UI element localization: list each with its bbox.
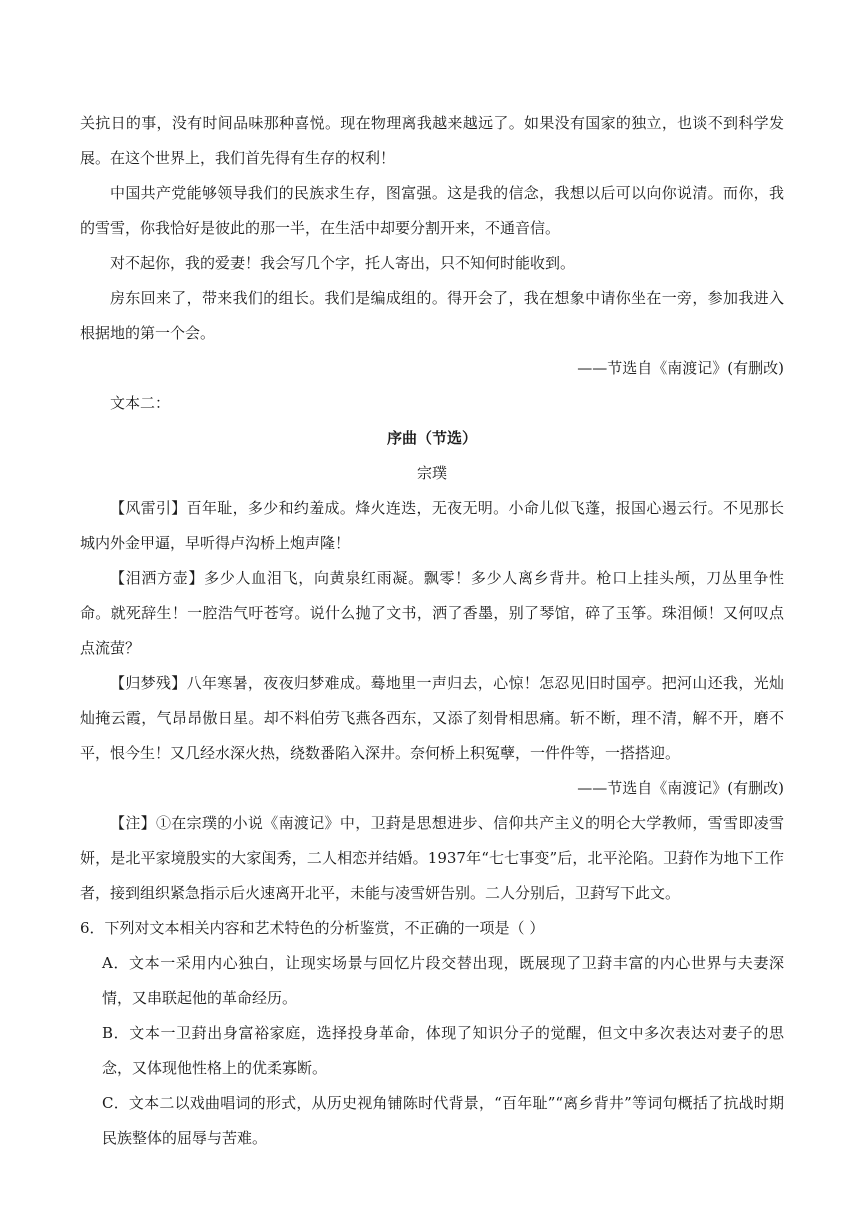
text2-heading: 文本二： xyxy=(110,394,171,412)
text2-source: ——节选自《南渡记》(有删改) xyxy=(577,779,784,797)
text1-source: ——节选自《南渡记》(有删改) xyxy=(577,359,784,377)
text1-paragraph-3: 对不起你，我的爱妻！我会写几个字，托人寄出，只不知何时能收到。 xyxy=(110,254,576,272)
text2-note: 【注】①在宗璞的小说《南渡记》中，卫葑是思想进步、信仰共产主义的明仑大学教师，雪雪即凌雪妍，是北平家境殷实的大家闺秀，二人相恋并结婚。1937年“七七事变”后，北平沦陷。卫葑作为地下工作者，接到组织紧急指示后火速离开北平，未能与凌雪妍告别。二人分别后，卫葑写下此文。 xyxy=(80,814,784,902)
text2-stanza-guimengcan: 【归梦残】八年寒暑，夜夜归梦难成。蓦地里一声归去，心惊！怎忍见旧时国亭。把河山还我，光灿灿掩云霞，气昂昂傲日星。却不料伯劳飞燕各西东，又添了刻骨相思痛。斩不断，理不清，解不开，磨不平，恨今生！又几经水深火热，绕数番陷入深井。奈何桥上积冤孽，一件件等，一搭搭迎。 xyxy=(80,674,784,762)
text2-stanza-fengleiyin: 【风雷引】百年耻，多少和约羞成。烽火连迭，无夜无明。小命儿似飞蓬，报国心遏云行。不见那长城内外金甲逼，早听得卢沟桥上炮声隆！ xyxy=(80,499,784,552)
option-c: C．文本二以戏曲唱词的形式，从历史视角铺陈时代背景，“百年耻”“离乡背井”等词句概括了抗战时期民族整体的屈辱与苦难。 xyxy=(102,1094,784,1147)
text1-paragraph-4: 房东回来了，带来我们的组长。我们是编成组的。得开会了，我在想象中请你坐在一旁，参加我进入根据地的第一个会。 xyxy=(80,289,784,342)
question-stem: 6．下列对文本相关内容和艺术特色的分析鉴赏，不正确的一项是（ ） xyxy=(80,919,545,937)
option-a: A．文本一采用内心独白，让现实场景与回忆片段交替出现，既展现了卫葑丰富的内心世界与夫妻深情，又串联起他的革命经历。 xyxy=(102,954,784,1007)
text2-stanza-leisafanghu: 【泪洒方壶】多少人血泪飞，向黄泉红雨凝。飘零！多少人离乡背井。枪口上挂头颅，刀丛里争性命。就死辞生！一腔浩气吁苍穹。说什么抛了文书，洒了香墨，别了琴馆，碎了玉筝。珠泪倾！又何叹点点流萤？ xyxy=(80,569,784,657)
text1-paragraph-2: 中国共产党能够领导我们的民族求生存，图富强。这是我的信念，我想以后可以向你说清。而你，我的雪雪，你我恰好是彼此的那一半，在生活中却要分割开来，不通音信。 xyxy=(80,184,784,237)
text1-paragraph-continued: 关抗日的事，没有时间品味那种喜悦。现在物理离我越来越远了。如果没有国家的独立，也谈不到科学发展。在这个世界上，我们首先得有生存的权利！ xyxy=(80,114,784,167)
text2-author: 宗璞 xyxy=(416,464,447,482)
text2-title: 序曲（节选） xyxy=(386,429,477,447)
option-b: B．文本一卫葑出身富裕家庭，选择投身革命，体现了知识分子的觉醒，但文中多次表达对妻子的思念，又体现他性格上的优柔寡断。 xyxy=(102,1024,784,1077)
document-body xyxy=(80,106,784,1156)
